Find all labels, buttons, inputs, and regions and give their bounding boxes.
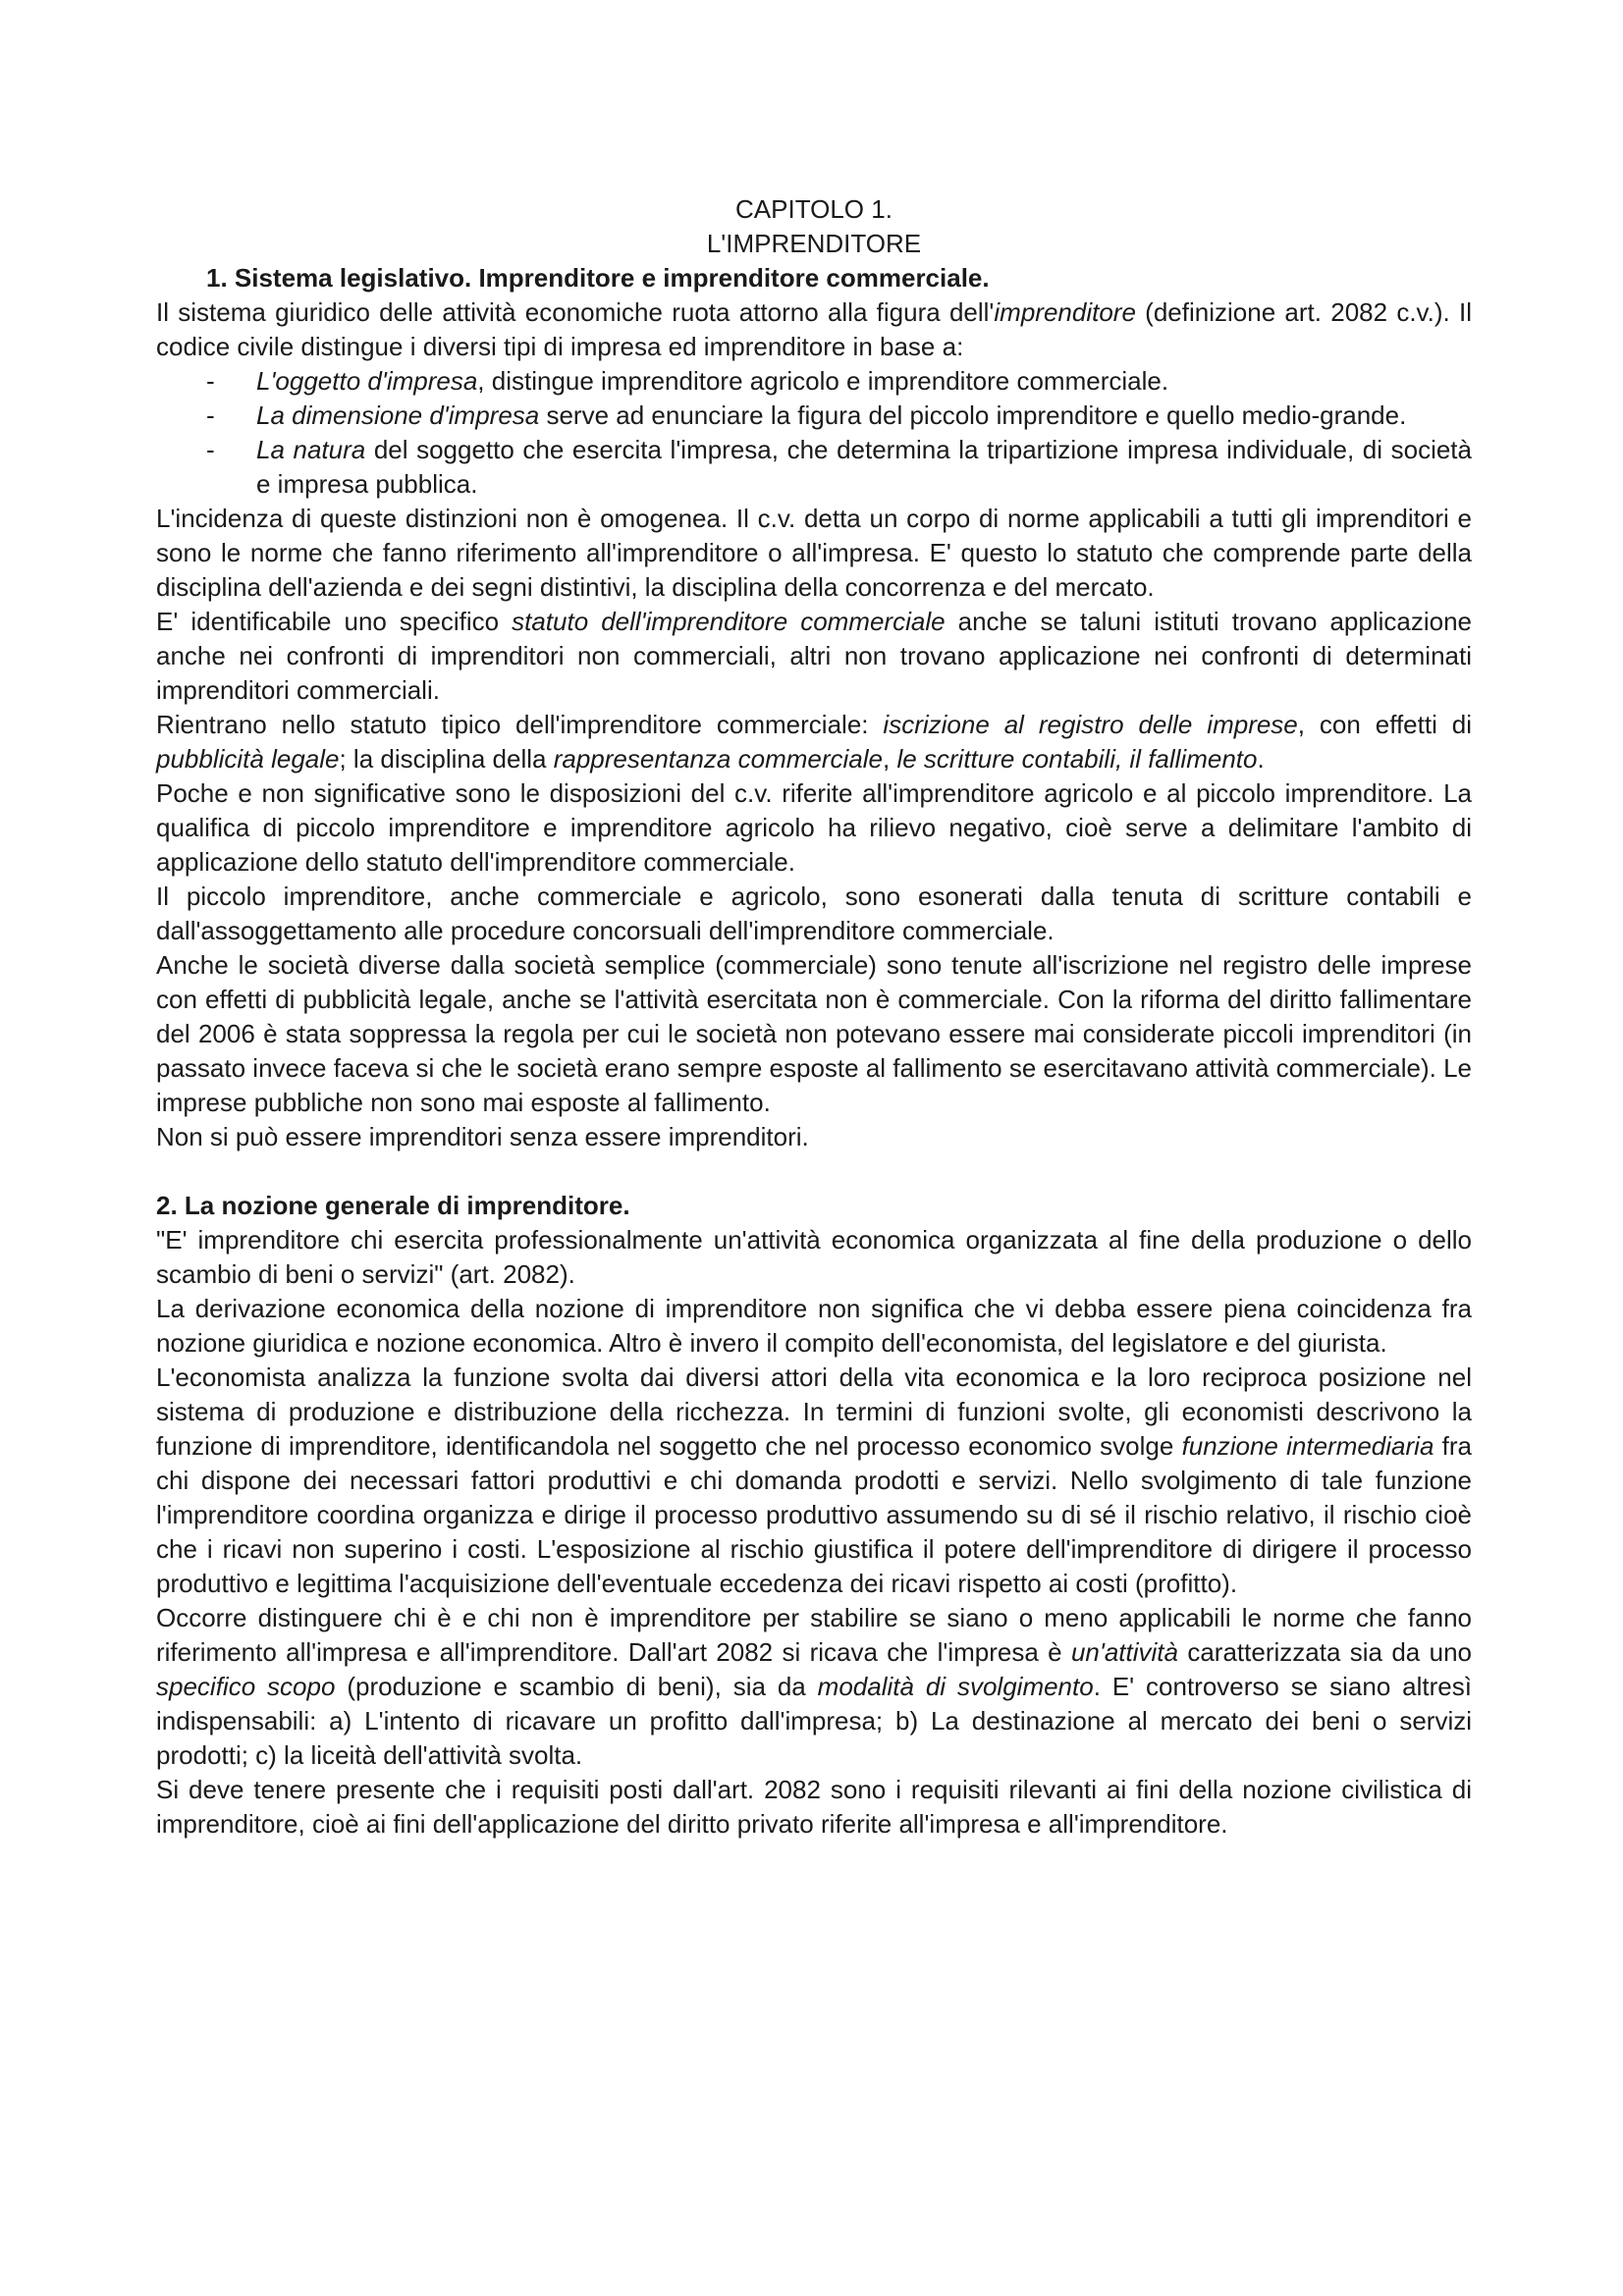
paragraph: L'incidenza di queste distinzioni non è omogenea. Il c.v. detta un corpo di norme applicabili a tutti gli imprenditori e sono le norme che fanno riferimento all'imprenditore o all'impresa. E' questo lo statuto che comprende parte della disciplina dell'azienda e dei segni distintivi, la disciplina della concorrenza e del mercato. [156,504,1472,602]
paragraph: "E' imprenditore chi esercita professionalmente un'attività economica organizzata al fine della produzione o dello scambio di beni o servizi" (art. 2082). [156,1225,1472,1289]
paragraph: Non si può essere imprenditori senza essere imprenditori. [156,1122,809,1151]
paragraph: Rientrano nello statuto tipico dell'imprenditore commerciale: iscrizione al registro delle imprese, con effetti di pubblicità legale; la disciplina della rappresentanza commerciale, le scritture contabili, il fallimento. [156,710,1473,774]
criteria-list [156,364,1472,502]
paragraph: La derivazione economica della nozione di imprenditore non significa che vi debba essere piena coincidenza fra nozione giuridica e nozione economica. Altro è invero il compito dell'economista, del legislatore e del giurista. [156,1294,1472,1358]
paragraph: Il sistema giuridico delle attività economiche ruota attorno alla figura dell'imprenditore (definizione art. 2082 c.v.). Il codice civile distingue i diversi tipi di impresa ed imprenditore in base a: [156,297,1472,361]
paragraph: Poche e non significative sono le disposizioni del c.v. riferite all'imprenditore agricolo e al piccolo imprenditore. La qualifica di piccolo imprenditore e imprenditore agricolo ha rilievo negativo, cioè serve a delimitare l'ambito di applicazione dello statuto dell'imprenditore commerciale. [156,778,1472,877]
paragraph: Occorre distinguere chi è e chi non è imprenditore per stabilire se siano o meno applicabili le norme che fanno riferimento all'impresa e all'imprenditore. Dall'art 2082 si ricava che l'impresa è un'attività caratterizzata sia da uno specifico scopo (produzione e scambio di beni), sia da modalità di svolgimento. E' controverso se siano altresì indispensabili: a) L'intento di ricavare un profitto dall'impresa; b) La destinazione al mercato dei beni o servizi prodotti; c) la liceità dell'attività svolta. [156,1603,1472,1770]
paragraph: L'economista analizza la funzione svolta dai diversi attori della vita economica e la loro reciproca posizione nel sistema di produzione e distribuzione della ricchezza. In termini di funzioni svolte, gli economisti descrivono la funzione di imprenditore, identificandola nel soggetto che nel processo economico svolge funzione intermediaria fra chi dispone dei necessari fattori produttivi e chi domanda prodotti e servizi. Nello svolgimento di tale funzione l'imprenditore coordina organizza e dirige il processo produttivo assumendo su di sé il rischio relativo, il rischio cioè che i ricavi non superino i costi. L'esposizione al rischio giustifica il potere dell'imprenditore di dirigere il processo produttivo e legittima l'acquisizione dell'eventuale eccedenza dei ricavi rispetto ai costi (profitto). [156,1362,1472,1598]
list-item: - La dimensione d'impresa serve ad enunciare la figura del piccolo imprenditore e quello medio-grande. [206,400,1407,430]
chapter-title: L'IMPRENDITORE [706,229,922,258]
spacer [156,1154,1472,1189]
list-item: - L'oggetto d'impresa, distingue imprenditore agricolo e imprenditore commerciale. [206,366,1169,396]
paragraph: E' identificabile uno specifico statuto dell'imprenditore commerciale anche se taluni istituti trovano applicazione anche nei confronti di imprenditori non commerciali, altri non trovano applicazione nei confronti di determinati imprenditori commerciali. [156,607,1473,705]
chapter-number: CAPITOLO 1. [735,194,893,224]
section-2-heading: 2. La nozione generale di imprenditore. [156,1191,630,1220]
section-1-heading: 1. Sistema legislativo. Imprenditore e imprenditore commerciale. [206,263,990,293]
paragraph: Il piccolo imprenditore, anche commerciale e agricolo, sono esonerati dalla tenuta di scritture contabili e dall'assoggettamento alle procedure concorsuali dell'imprenditore commerciale. [156,881,1472,945]
list-item: - La natura del soggetto che esercita l'impresa, che determina la tripartizione impresa individuale, di società e impresa pubblica. [206,435,1472,499]
document-body [156,192,1472,1842]
paragraph: Si deve tenere presente che i requisiti posti dall'art. 2082 sono i requisiti rilevanti ai fini della nozione civilistica di imprenditore, cioè ai fini dell'applicazione del diritto privato riferite all'impresa e all'imprenditore. [156,1775,1472,1839]
paragraph: Anche le società diverse dalla società semplice (commerciale) sono tenute all'iscrizione nel registro delle imprese con effetti di pubblicità legale, anche se l'attività esercitata non è commerciale. Con la riforma del diritto fallimentare del 2006 è stata soppressa la regola per cui le società non potevano essere mai considerate piccoli imprenditori (in passato invece faceva si che le società erano sempre esposte al fallimento se esercitavano attività commerciale). Le imprese pubbliche non sono mai esposte al fallimento. [156,950,1472,1117]
